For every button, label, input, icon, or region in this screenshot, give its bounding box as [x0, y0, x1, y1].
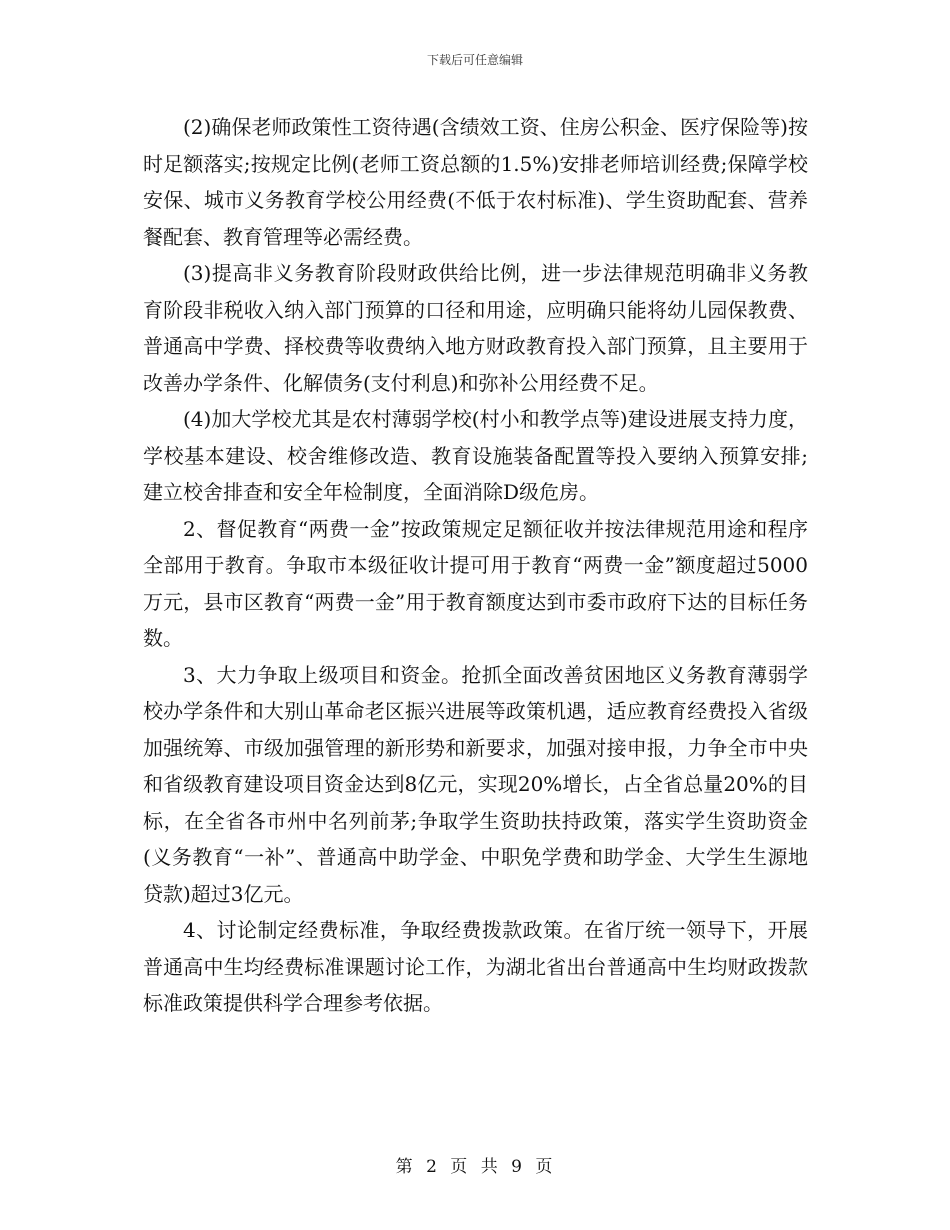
paragraph-section-4-funding-standards: 4、讨论制定经费标准，争取经费拨款政策。在省厅统一领导下，开展普通高中生均经费标准课题讨论工作，为湖北省出台普通高中生均财政拨款标准政策提供科学合理参考依据。 — [143, 918, 808, 1015]
paragraph-item-4-rural-school-construction: (4)加大学校尤其是农村薄弱学校(村小和教学点等)建设进展支持力度，学校基本建设、校舍维修改造、教育设施装备配置等投入要纳入预算安排;建立校舍排查和安全年检制度，全面消除D级危房。 — [143, 407, 808, 504]
paragraph-item-3-non-compulsory-funding: (3)提高非义务教育阶段财政供给比例，进一步法律规范明确非义务教育阶段非税收入纳入部门预算的口径和用途，应明确只能将幼儿园保教费、普通高中学费、择校费等收费纳入地方财政教育投入部门预算，且主要用于改善办学条件、化解债务(支付利息)和弥补公用经费不足。 — [143, 261, 808, 395]
page-header-note: 下载后可任意编辑 — [426, 53, 523, 67]
document-body — [143, 109, 808, 1022]
paragraph-item-2-teacher-salary: (2)确保老师政策性工资待遇(含绩效工资、住房公积金、医疗保险等)按时足额落实;按规定比例(老师工资总额的1.5%)安排老师培训经费;保障学校安保、城市义务教育学校公用经费(不低于农村标准)、学生资助配套、营养餐配套、教育管理等必需经费。 — [143, 115, 808, 249]
paragraph-section-2-two-fees-one-fund: 2、督促教育“两费一金”按政策规定足额征收并按法律规范用途和程序全部用于教育。争取市本级征收计提可用于教育“两费一金”额度超过5000万元，县市区教育“两费一金”用于教育额度达到市委市政府下达的目标任务数。 — [143, 516, 808, 650]
page-number-footer: 第 2 页 共 9 页 — [395, 1157, 555, 1177]
paragraph-section-3-higher-level-projects: 3、大力争取上级项目和资金。抢抓全面改善贫困地区义务教育薄弱学校办学条件和大别山革命老区振兴进展等政策机遇，适应教育经费投入省级加强统筹、市级加强管理的新形势和新要求，加强对接申报，力争全市中央和省级教育建设项目资金达到8亿元，实现20%增长，占全省总量20%的目标，在全省各市州中名列前茅;争取学生资助扶持政策，落实学生资助资金(义务教育“一补”、普通高中助学金、中职免学费和助学金、大学生生源地贷款)超过3亿元。 — [143, 662, 808, 906]
